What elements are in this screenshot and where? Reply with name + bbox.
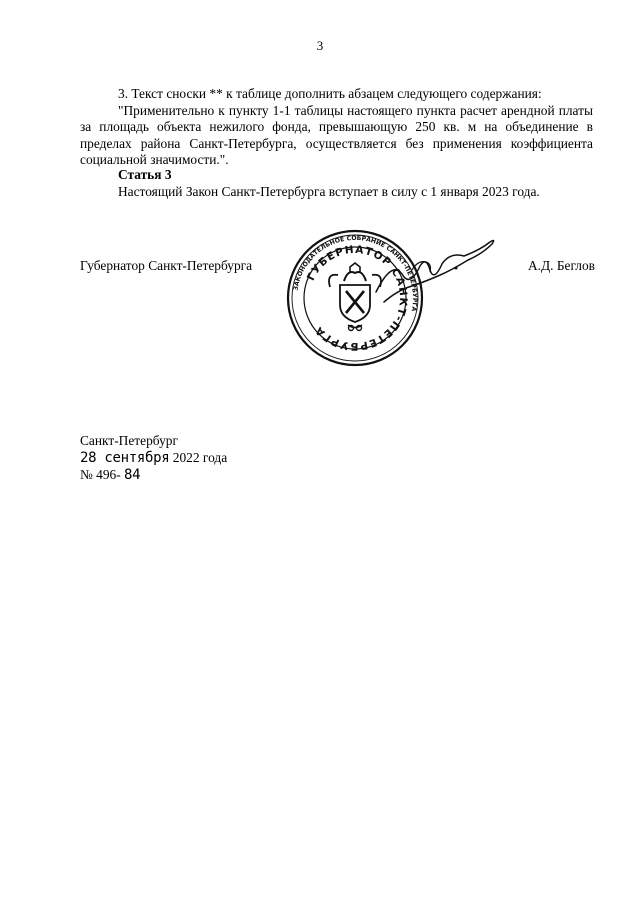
- article-3-heading: Статья 3: [118, 167, 172, 182]
- section-3-paragraph: [80, 86, 593, 169]
- seal-inner-text: ГУБЕРНАТОР САНКТ-ПЕТЕРБУРГА: [304, 243, 410, 353]
- law-number-prefix: № 496-: [80, 467, 121, 482]
- law-number: [80, 467, 140, 483]
- signer-title: Губернатор Санкт-Петербурга: [80, 258, 253, 273]
- section-3-quote: "Применительно к пункту 1-1 таблицы настоящего пункта расчет арендной платы за площадь объекта нежилого фонда, превышающую 250 кв. м на объединение в пределах района Санкт-Петербурга, осуществляется без применения коэффициента социальной значимости.".: [80, 102, 593, 168]
- signer-name: А.Д. Беглов: [528, 258, 595, 273]
- page-number: 3: [316, 38, 324, 53]
- date-line: [80, 450, 227, 466]
- article-3-text: Настоящий Закон Санкт-Петербурга вступает в силу с 1 января 2023 года.: [118, 184, 540, 199]
- city: Санкт-Петербург: [80, 433, 178, 448]
- signature-image: [372, 230, 500, 310]
- date-handwritten: 28 сентября: [80, 450, 170, 466]
- date-year: 2022 года: [172, 450, 228, 465]
- section-3-line: 3. Текст сноски ** к таблице дополнить абзацем следующего содержания:: [118, 86, 542, 101]
- seal-outer-text: ЗАКОНОДАТЕЛЬНОЕ СОБРАНИЕ САНКТ-ПЕТЕРБУРГА: [292, 234, 419, 312]
- law-number-handwritten: 84: [124, 467, 141, 483]
